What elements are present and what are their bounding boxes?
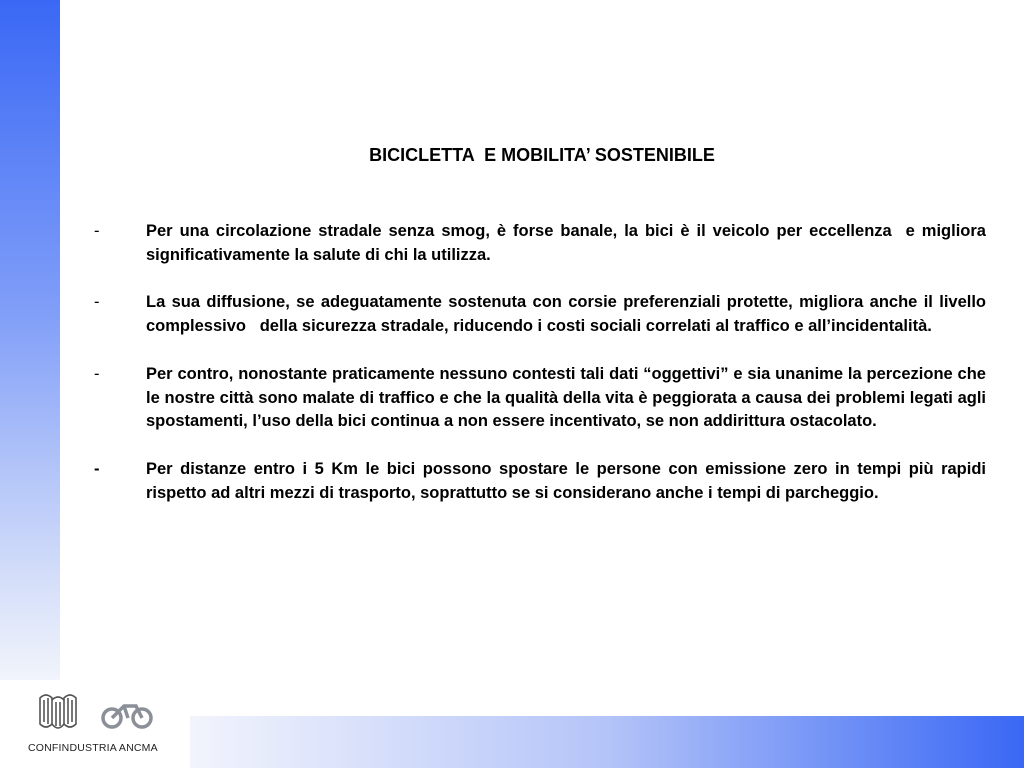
bullet-item	[94, 291, 991, 339]
left-gradient-bar	[0, 0, 60, 680]
footer-logo-text: CONFINDUSTRIA ANCMA	[28, 742, 158, 754]
bullet-marker: -	[94, 364, 100, 383]
bottom-gradient-bar	[190, 716, 1024, 768]
bullet-marker: -	[94, 459, 100, 478]
bullet-text: Per una circolazione stradale senza smog, è forse banale, la bici è il veicolo per eccellenza e migliora significativamente la salute di chi la utilizza.	[146, 222, 991, 264]
ancma-logo-icon	[98, 696, 158, 732]
bullet-item	[94, 363, 991, 434]
slide-title: BICICLETTA E MOBILITA’ SOSTENIBILE	[369, 145, 715, 165]
bullet-item	[94, 220, 991, 268]
confindustria-logo-icon	[36, 690, 80, 734]
bullet-marker: -	[94, 222, 100, 240]
bullet-list	[94, 220, 991, 506]
bullet-item	[94, 458, 991, 506]
bullet-text: Per contro, nonostante praticamente nessuno contesti tali dati “oggettivi” e sia unanime la percezione che le nostre città sono malate di traffico e che la qualità della vita è peggiorata a causa dei problemi legati agli spostamenti, l’uso della bici continua a non essere incentivato, se non addirittura ostacolato.	[146, 364, 991, 431]
bullet-text: La sua diffusione, se adeguatamente sostenuta con corsie preferenziali protette, migliora anche il livello complessivo della sicurezza stradale, riducendo i costi sociali correlati al traffico e all’incidentalità.	[146, 293, 991, 336]
bullet-text: Per distanze entro i 5 Km le bici possono spostare le persone con emissione zero in tempi più rapidi rispetto ad altri mezzi di trasporto, soprattutto se si considerano anche i tempi di parcheggio.	[146, 459, 991, 502]
footer-logos	[28, 690, 173, 760]
bullet-marker: -	[94, 293, 100, 312]
